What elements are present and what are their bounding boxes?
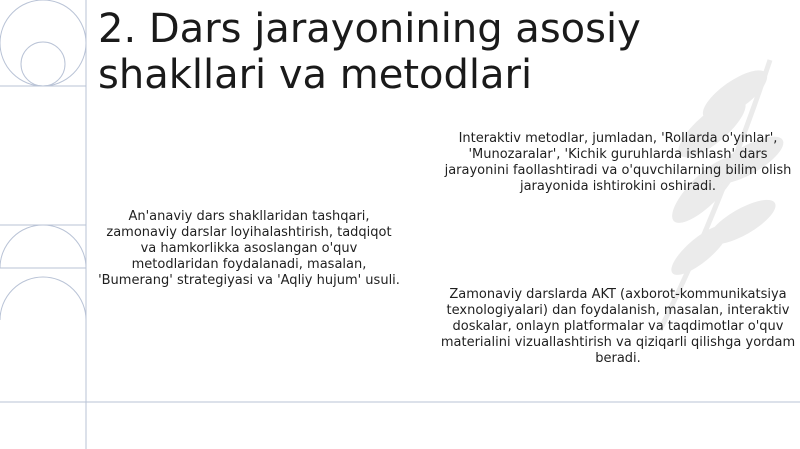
right-top-text-block: Interaktiv metodlar, jumladan, 'Rollarda o'yinlar', 'Munozaralar', 'Kichik guruhlarda ishlash' dars jarayonini faollashtiradi va o'quvchilarning bilim olish jarayonida ishtirokini oshiradi.: [444, 131, 792, 194]
right-bottom-text-block: Zamonaviy darslarda AKT (axborot-kommunikatsiya texnologiyalari) dan foydalanish, masalan, interaktiv doskalar, onlayn platformalar va taqdimotlar o'quv materialini vizuallashtirish va qiziqarli qilishga yordam beradi.: [440, 287, 796, 366]
left-text-block: An'anaviy dars shakllaridan tashqari, zamonaviy darslar loyihalashtirish, tadqiqot va hamkorlikka asoslangan o'quv metodlaridan foydalanadi, masalan, 'Bumerang' strategiyasi va 'Aqliy hujum' usuli.: [98, 209, 400, 288]
slide-title: 2. Dars jarayonining asosiy shakllari va metodlari: [98, 6, 641, 98]
